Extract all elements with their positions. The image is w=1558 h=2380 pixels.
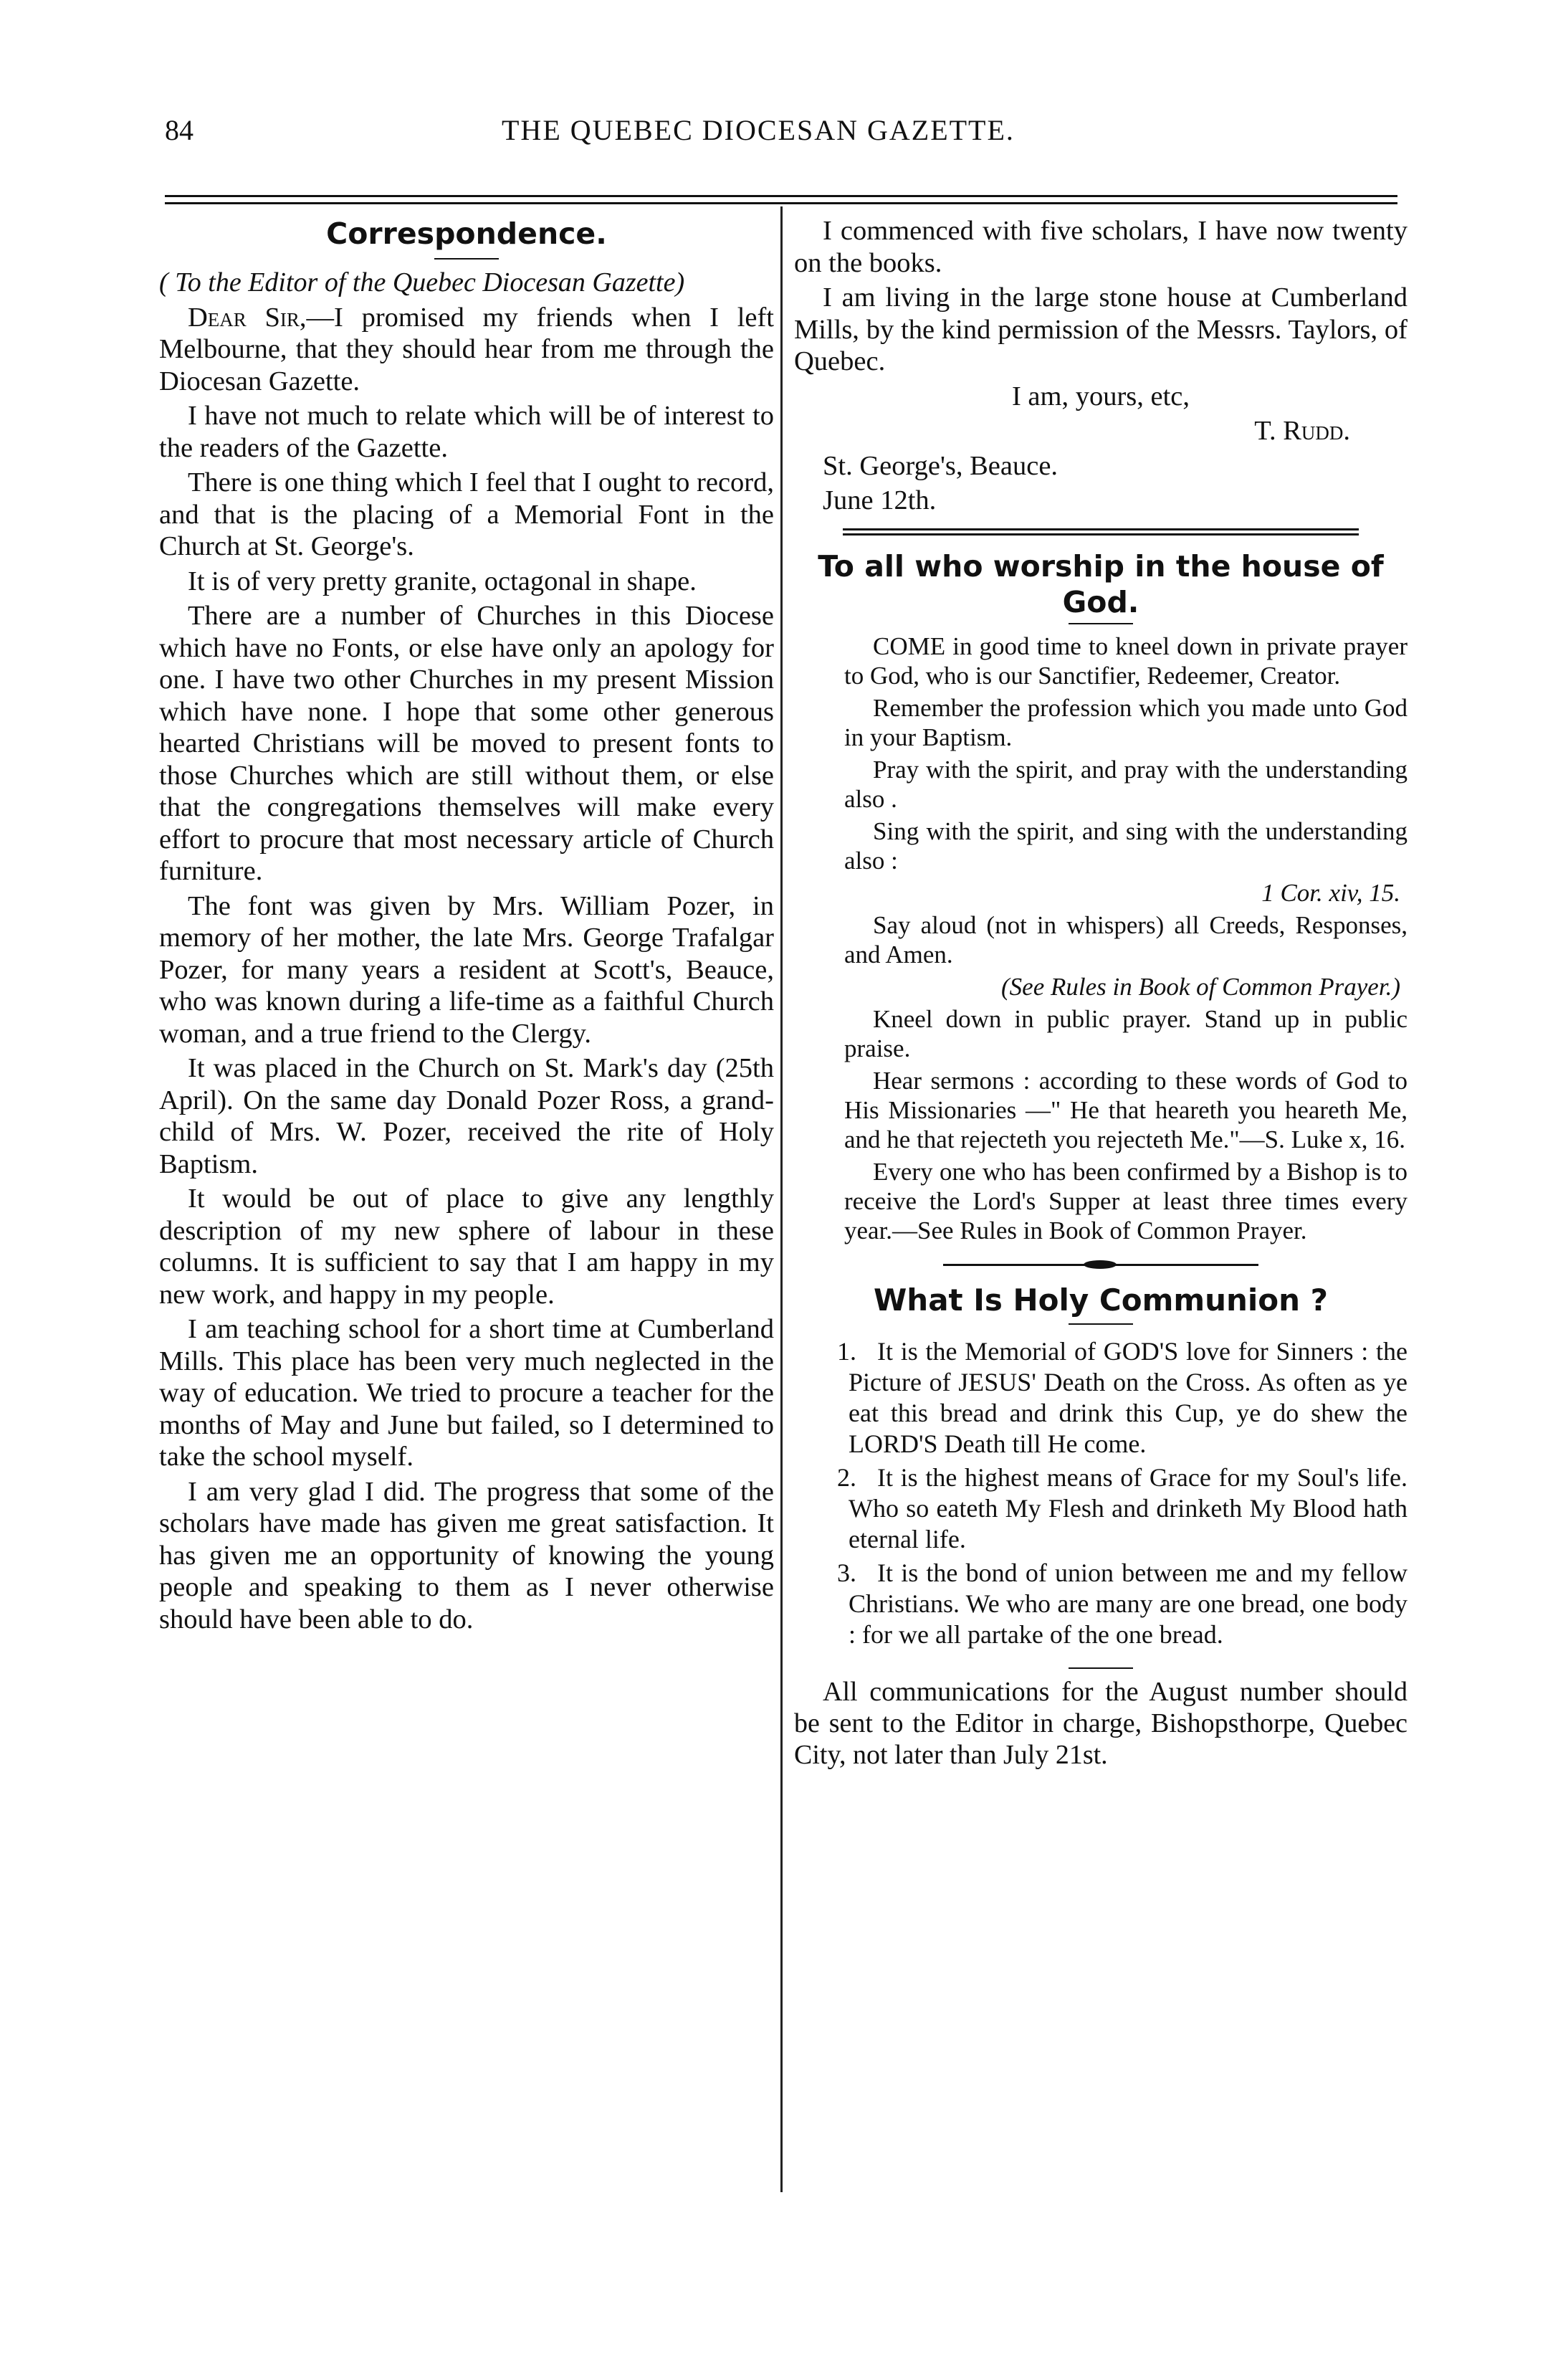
heading-rule xyxy=(1069,623,1133,624)
communion-list xyxy=(794,1336,1408,1650)
correspondence-heading: Correspondence. xyxy=(326,216,607,251)
worship-heading: To all who worship in the house of God. xyxy=(818,548,1384,619)
letter-place: St. George's, Beauce. xyxy=(823,450,1058,481)
letter-paragraph: There are a number of Churches in this Diocese which have no Fonts, or else have only an apology for one. I have two other Churches in my present Mission which have none. I hope that some other generous hearted Christians will be moved to present fonts to those Churches which are still without them, or else that the congregations themselves will make every effort to procure that most necessary article of Church furniture. xyxy=(159,601,774,886)
letter-paragraph: I am very glad I did. The progress that some of the scholars have made has given me great satisfaction. It has given me an opportunity of knowing the young people and speaking to them as I never otherwise should have been able to do. xyxy=(159,1476,774,1634)
communion-heading: What Is Holy Communion ? xyxy=(873,1282,1329,1318)
list-item xyxy=(794,1558,1408,1650)
item-number: 1. xyxy=(837,1336,856,1366)
page-title: THE QUEBEC DIOCESAN GAZETTE. xyxy=(502,114,1015,146)
submission-notice: All communications for the August number should be sent to the Editor in charge, Bishopsthorpe, Quebec City, not later than July 21st. xyxy=(794,1676,1408,1770)
letter-paragraph: The font was given by Mrs. William Pozer, in memory of her mother, the late Mrs. George Trafalgar Pozer, for many years a resident at Scott's, Beauce, who was known during a life-time as a faithful Church woman, and a true friend to the Clergy. xyxy=(159,890,774,1049)
heading-rule xyxy=(434,258,499,260)
item-text: It is the highest means of Grace for my Soul's life. Who so eateth My Flesh and drinketh My Blood hath eternal life. xyxy=(849,1462,1408,1553)
notice-rule xyxy=(1069,1667,1133,1669)
letter-paragraph: It was placed in the Church on St. Mark's day (25th April). On the same day Donald Pozer Ross, a grand-child of Mrs. W. Pozer, received the rite of Holy Baptism. xyxy=(159,1053,774,1179)
list-item: Say aloud (not in whispers) all Creeds, Responses, and Amen. xyxy=(844,910,1408,968)
letter-paragraph: I have not much to relate which will be of interest to the readers of the Gazette. xyxy=(159,401,774,463)
letter-closing: I am, yours, etc, xyxy=(1011,381,1190,411)
heading-rule xyxy=(1069,1323,1133,1325)
list-item: COME in good time to kneel down in private prayer to God, who is our Sanctifier, Redeemer, Creator. xyxy=(844,632,1408,690)
right-column xyxy=(794,215,1408,1774)
rules-reference: (See Rules in Book of Common Prayer.) xyxy=(1001,972,1400,1001)
list-item xyxy=(794,1336,1408,1460)
left-column xyxy=(159,215,774,1638)
header-rule-bottom xyxy=(165,202,1397,204)
page-header xyxy=(165,113,1397,156)
letter-paragraph: I am living in the large stone house at Cumberland Mills, by the kind permission of the Messrs. Taylors, of Quebec. xyxy=(794,282,1408,376)
list-item: Pray with the spirit, and pray with the understanding also . xyxy=(844,755,1408,813)
letter-paragraph: It would be out of place to give any lengthly description of my new sphere of labour in these columns. It is sufficient to say that I am happy in my new work, and happy in my people. xyxy=(159,1184,774,1310)
item-number: 3. xyxy=(837,1558,856,1587)
letter-date: June 12th. xyxy=(823,485,937,515)
list-item: Remember the profession which you made unto God in your Baptism. xyxy=(844,693,1408,751)
item-number: 2. xyxy=(837,1462,856,1492)
list-item: Kneel down in public prayer. Stand up in public praise. xyxy=(844,1004,1408,1062)
item-text: It is the bond of union between me and my fellow Christians. We who are many are one bread, one body : for we all partake of the one bread. xyxy=(849,1558,1408,1649)
item-text: It is the Memorial of GOD'S love for Sinners : the Picture of JESUS' Death on the Cross. As often as ye eat this bread and drink this Cup, ye do shew the LORD'S Death till He come. xyxy=(849,1336,1408,1458)
list-item: Every one who has been confirmed by a Bishop is to receive the Lord's Supper at least three times every year.—See Rules in Book of Common Prayer. xyxy=(844,1157,1408,1244)
page-number: 84 xyxy=(165,114,193,146)
letter-paragraph: There is one thing which I feel that I ought to record, and that is the placing of a Memorial Font in the Church at St. George's. xyxy=(159,467,774,561)
letter-paragraph xyxy=(159,302,774,398)
editor-address: ( To the Editor of the Quebec Diocesan Gazette) xyxy=(159,267,685,298)
section-divider xyxy=(843,528,1359,536)
letter-paragraph: It is of very pretty granite, octagonal in shape. xyxy=(188,566,697,596)
column-divider xyxy=(780,206,783,2192)
letter-paragraph: I commenced with five scholars, I have now twenty on the books. xyxy=(794,216,1408,278)
list-item: Hear sermons : according to these words of God to His Missionaries —" He that heareth you heareth Me, and he that rejecteth you rejecteth Me."—S. Luke x, 16. xyxy=(844,1066,1408,1153)
list-item: Sing with the spirit, and sing with the understanding also : xyxy=(844,817,1408,875)
scripture-reference: 1 Cor. xiv, 15. xyxy=(1261,878,1400,907)
letter-paragraph: I am teaching school for a short time at Cumberland Mills. This place has been very much neglected in the way of education. We tried to procure a teacher for the months of May and June but failed, so I determined to take the school myself. xyxy=(159,1314,774,1472)
ornament-divider xyxy=(943,1264,1258,1266)
letter-signature: T. Rudd. xyxy=(1254,416,1350,446)
worship-list xyxy=(794,632,1408,1245)
salutation: Dear Sir, xyxy=(188,302,307,333)
letter-paragraph-text: —I promised my friends when I left Melbourne, that they should hear from me through the Diocesan Gazette. xyxy=(159,302,774,396)
header-rule-top xyxy=(165,195,1397,197)
list-item xyxy=(794,1462,1408,1555)
